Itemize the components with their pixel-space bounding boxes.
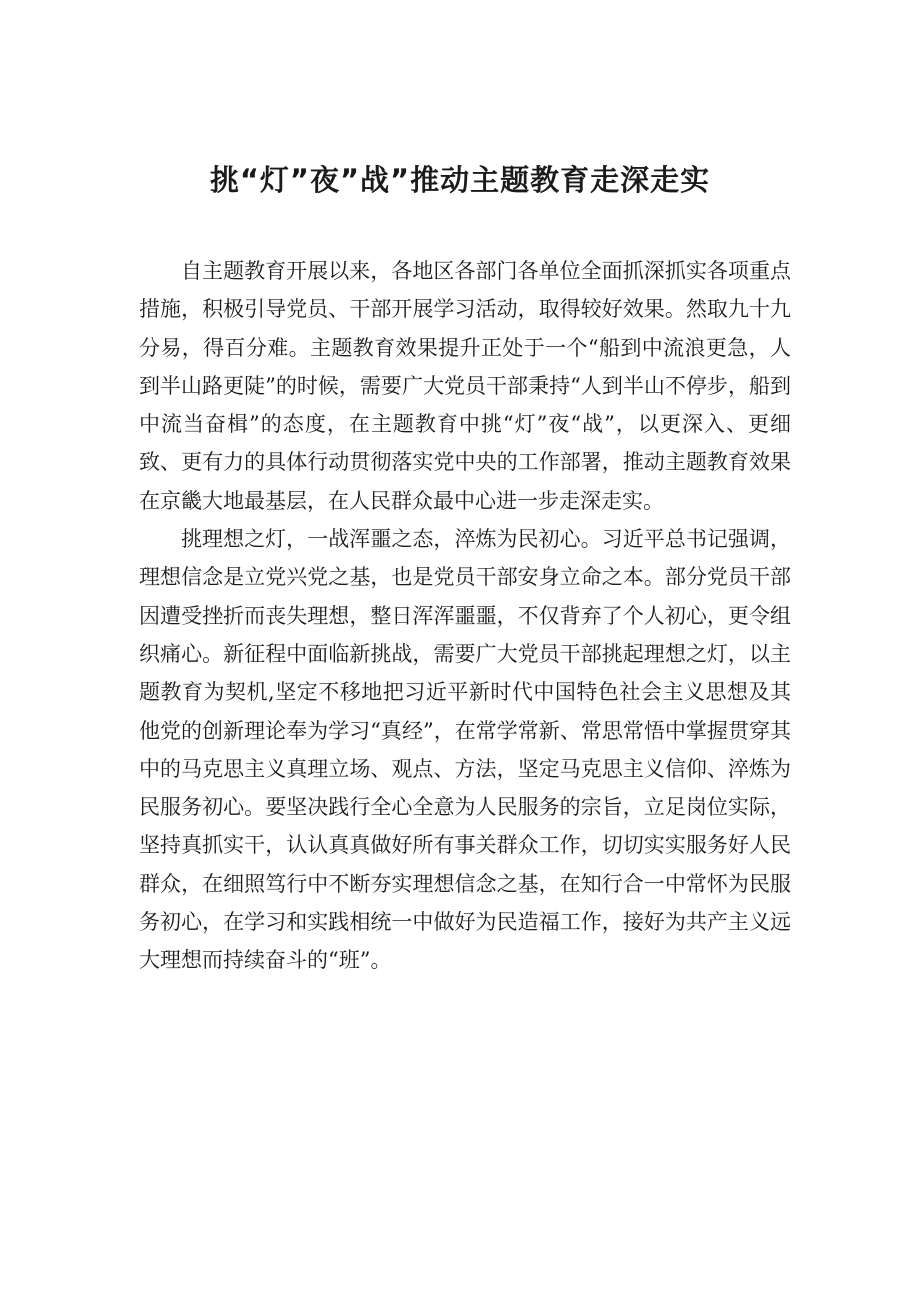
paragraph-intro: 自主题教育开展以来，各地区各部门各单位全面抓深抓实各项重点措施，积极引导党员、干部开展学习活动，取得较好效果。然取九十九分易，得百分难。主题教育效果提升正处于一个“船到中流浪更急，人到半山路更陡”的时候，需要广大党员干部秉持“人到半山不停步，船到中流当奋楫”的态度，在主题教育中挑“灯”夜“战”，以更深入、更细致、更有力的具体行动贯彻落实党中央的工作部署，推动主题教育效果在京畿大地最基层，在人民群众最中心进一步走深走实。 [139,259,791,513]
document-title: 挑“灯”夜”战”推动主题教育走深走实 [209,163,711,197]
document-body [139,252,791,980]
paragraph-ideal-lamp: 挑理想之灯，一战浑噩之态，淬炼为民初心。习近平总书记强调，理想信念是立党兴党之基，也是党员干部安身立命之本。部分党员干部因遭受挫折而丧失理想，整日浑浑噩噩，不仅背弃了个人初心，更令组织痛心。新征程中面临新挑战，需要广大党员干部挑起理想之灯，以主题教育为契机,坚定不移地把习近平新时代中国特色社会主义思想及其他党的创新理论奉为学习“真经”，在常学常新、常思常悟中掌握贯穿其中的马克思主义真理立场、观点、方法，坚定马克思主义信仰、淬炼为民服务初心。要坚决践行全心全意为人民服务的宗旨，立足岗位实际，坚持真抓实干，认认真真做好所有事关群众工作，切切实实服务好人民群众，在细照笃行中不断夯实理想信念之基，在知行合一中常怀为民服务初心，在学习和实践相统一中做好为民造福工作，接好为共产主义远大理想而持续奋斗的“班”。 [139,527,791,973]
